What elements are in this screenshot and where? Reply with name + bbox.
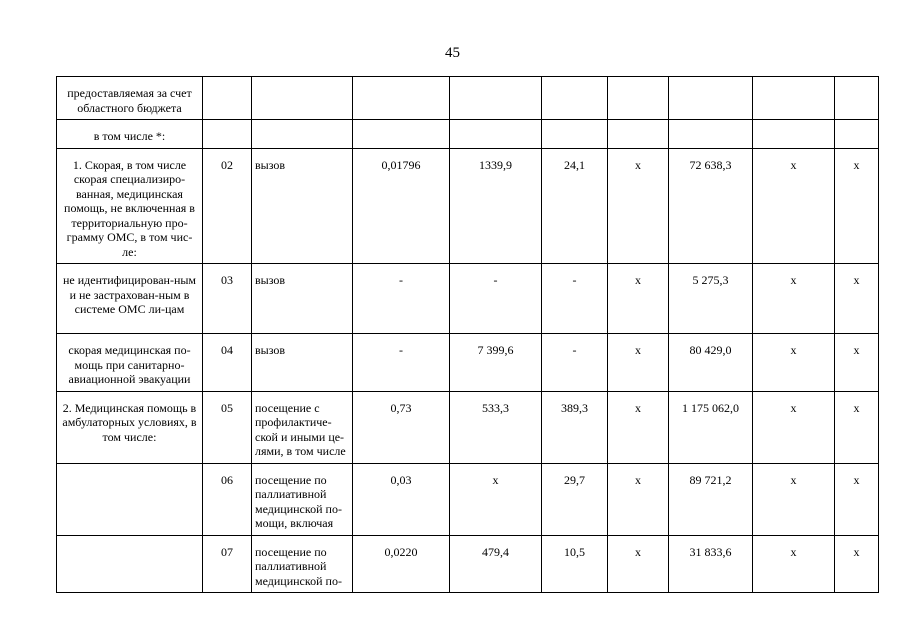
cell-value: -	[450, 264, 542, 334]
cell-value: 24,1	[542, 148, 608, 264]
row-name	[57, 535, 203, 593]
row-code: 03	[203, 264, 252, 334]
cell-value	[542, 77, 608, 120]
cell-value	[353, 77, 450, 120]
cell-value: 7 399,6	[450, 334, 542, 392]
table-row	[57, 334, 879, 392]
row-name: 2. Медицинская помощь в амбулаторных условиях, в том числе:	[57, 391, 203, 463]
row-unit: посещение с профилактиче-ской и иными це-лями, в том числе	[252, 391, 353, 463]
cell-value: 389,3	[542, 391, 608, 463]
cell-value: 0,01796	[353, 148, 450, 264]
cell-value: х	[835, 334, 879, 392]
cell-value	[835, 120, 879, 149]
row-name: скорая медицинская по-мощь при санитарно-авиационной эвакуации	[57, 334, 203, 392]
table-row	[57, 77, 879, 120]
cell-value: 1 175 062,0	[669, 391, 753, 463]
cell-value: 10,5	[542, 535, 608, 593]
table-row	[57, 148, 879, 264]
cell-value	[608, 77, 669, 120]
cell-value: х	[835, 463, 879, 535]
table-row	[57, 535, 879, 593]
cell-value: 479,4	[450, 535, 542, 593]
cell-value	[753, 120, 835, 149]
cell-value: 0,03	[353, 463, 450, 535]
cell-value	[450, 77, 542, 120]
cell-value: х	[450, 463, 542, 535]
cell-value: х	[835, 391, 879, 463]
row-code	[203, 77, 252, 120]
row-name	[57, 463, 203, 535]
row-code: 05	[203, 391, 252, 463]
row-code	[203, 120, 252, 149]
cell-value: х	[608, 334, 669, 392]
table-row	[57, 391, 879, 463]
cell-value: х	[608, 463, 669, 535]
cell-value: 72 638,3	[669, 148, 753, 264]
cell-value: х	[753, 463, 835, 535]
cell-value: х	[608, 391, 669, 463]
cell-value: -	[542, 264, 608, 334]
cell-value: -	[542, 334, 608, 392]
cell-value: 533,3	[450, 391, 542, 463]
row-unit	[252, 120, 353, 149]
table-row	[57, 463, 879, 535]
cell-value	[608, 120, 669, 149]
row-name: 1. Скорая, в том числе скорая специализиро-ванная, медицинская помощь, не включенная в территориальную про-грамму ОМС, в том чис-ле:	[57, 148, 203, 264]
row-name: предоставляемая за счет областного бюджета	[57, 77, 203, 120]
cell-value	[353, 120, 450, 149]
cell-value: 80 429,0	[669, 334, 753, 392]
row-unit: вызов	[252, 334, 353, 392]
cell-value	[669, 77, 753, 120]
cell-value: х	[753, 391, 835, 463]
table-row	[57, 264, 879, 334]
cell-value: х	[835, 148, 879, 264]
row-unit: вызов	[252, 264, 353, 334]
cell-value	[542, 120, 608, 149]
cell-value: 0,73	[353, 391, 450, 463]
cell-value	[669, 120, 753, 149]
cell-value: х	[753, 148, 835, 264]
cell-value	[450, 120, 542, 149]
row-name: в том числе *:	[57, 120, 203, 149]
cell-value: 1339,9	[450, 148, 542, 264]
cell-value: х	[753, 264, 835, 334]
cell-value: 89 721,2	[669, 463, 753, 535]
cell-value	[753, 77, 835, 120]
cell-value: х	[835, 535, 879, 593]
cell-value: 5 275,3	[669, 264, 753, 334]
row-code: 02	[203, 148, 252, 264]
cell-value: 29,7	[542, 463, 608, 535]
cell-value: -	[353, 334, 450, 392]
cell-value: 0,0220	[353, 535, 450, 593]
cell-value: х	[835, 264, 879, 334]
cell-value: х	[608, 535, 669, 593]
cell-value: х	[753, 334, 835, 392]
row-unit: вызов	[252, 148, 353, 264]
budget-table	[56, 76, 879, 593]
cell-value	[835, 77, 879, 120]
cell-value: х	[608, 264, 669, 334]
cell-value: х	[753, 535, 835, 593]
row-unit	[252, 77, 353, 120]
table-row	[57, 120, 879, 149]
cell-value: 31 833,6	[669, 535, 753, 593]
row-unit: посещение по паллиативной медицинской по-	[252, 535, 353, 593]
page-number: 45	[445, 45, 460, 61]
cell-value: -	[353, 264, 450, 334]
row-code: 04	[203, 334, 252, 392]
row-code: 07	[203, 535, 252, 593]
cell-value: х	[608, 148, 669, 264]
row-unit: посещение по паллиативной медицинской по-мощи, включая	[252, 463, 353, 535]
row-name: не идентифицирован-ным и не застрахован-ным в системе ОМС ли-цам	[57, 264, 203, 334]
row-code: 06	[203, 463, 252, 535]
